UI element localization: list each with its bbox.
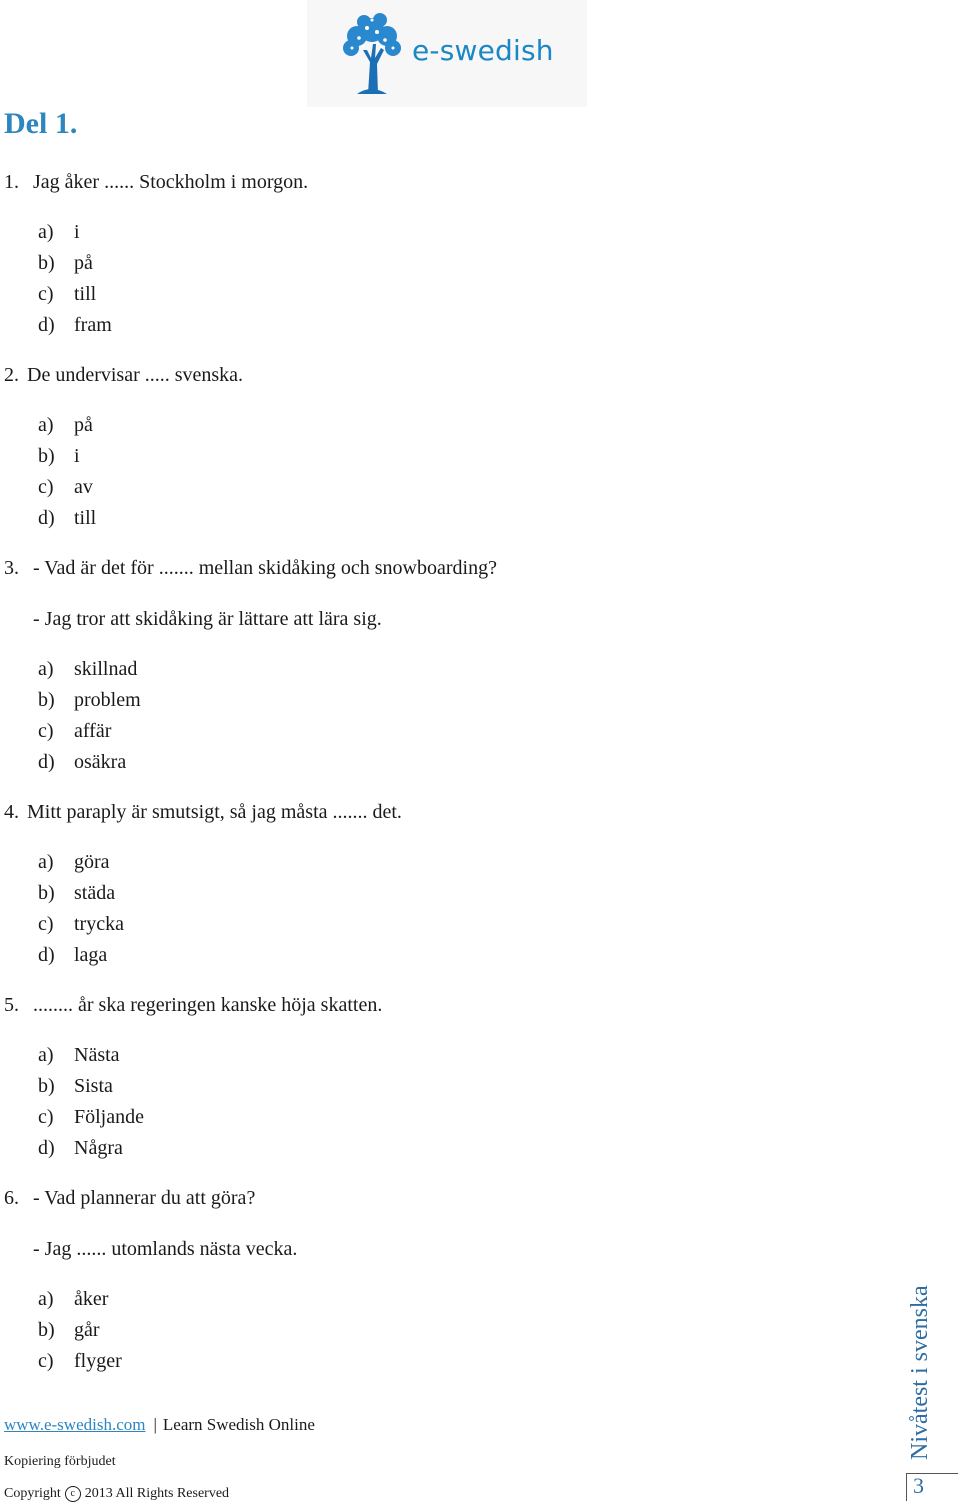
brand-name: e-swedish [412, 34, 554, 67]
question-text: ........ år ska regeringen kanske höja skatten. [33, 994, 383, 1016]
option-1c[interactable]: c) till [38, 283, 97, 305]
question-3-line-2: - Jag tror att skidåking är lättare att lära sig. [33, 608, 382, 630]
option-2b[interactable]: b) i [38, 445, 80, 467]
question-text: De undervisar ..... svenska. [27, 364, 244, 386]
question-number: 2. [4, 364, 19, 386]
copy-notice: Kopiering förbjudet [4, 1454, 116, 1469]
option-5b[interactable]: b) Sista [38, 1075, 113, 1097]
question-6 [4, 1187, 255, 1210]
question-text: - Vad plannerar du att göra? [33, 1187, 256, 1209]
option-2d[interactable]: d) till [38, 507, 97, 529]
footer-tagline: Learn Swedish Online [162, 1415, 315, 1434]
question-text: Jag åker ...... Stockholm i morgon. [33, 171, 309, 193]
section-title: Del 1. [4, 107, 78, 140]
tree-icon [337, 10, 407, 95]
question-3 [4, 557, 497, 580]
option-4c[interactable]: c) trycka [38, 913, 124, 935]
question-1 [4, 171, 308, 194]
option-2c[interactable]: c) av [38, 476, 93, 498]
question-4 [4, 801, 402, 824]
footer-links [4, 1415, 315, 1435]
option-5a[interactable]: a) Nästa [38, 1044, 120, 1066]
option-5c[interactable]: c) Följande [38, 1106, 144, 1128]
website-link[interactable]: www.e-swedish.com [4, 1415, 146, 1434]
question-number: 6. [4, 1187, 19, 1209]
question-5 [4, 994, 382, 1017]
option-3a[interactable]: a) skillnad [38, 658, 138, 680]
copyright-icon: c [65, 1486, 81, 1502]
page-number: 3 [913, 1473, 924, 1498]
question-text: - Vad är det för ....... mellan skidåking och snowboarding? [33, 557, 497, 579]
option-6b[interactable]: b) går [38, 1319, 100, 1341]
option-5d[interactable]: d) Några [38, 1137, 123, 1159]
logo [307, 0, 587, 107]
question-6-line-2: - Jag ...... utomlands nästa vecka. [33, 1238, 298, 1260]
option-4b[interactable]: b) städa [38, 882, 116, 904]
option-6a[interactable]: a) åker [38, 1288, 109, 1310]
question-number: 5. [4, 994, 19, 1016]
question-number: 4. [4, 801, 19, 823]
question-text: Mitt paraply är smutsigt, så jag måsta ....... det. [27, 801, 402, 823]
question-2 [4, 364, 243, 387]
option-6c[interactable]: c) flyger [38, 1350, 122, 1372]
question-number: 3. [4, 557, 19, 579]
question-number: 1. [4, 171, 19, 193]
option-1b[interactable]: b) på [38, 252, 93, 274]
option-1a[interactable]: a) i [38, 221, 80, 243]
option-3d[interactable]: d) osäkra [38, 751, 127, 773]
copyright: Copyright c 2013 All Rights Reserved [4, 1486, 230, 1502]
side-title: Nivåtest i svenska [907, 1285, 933, 1460]
option-4a[interactable]: a) göra [38, 851, 110, 873]
option-3c[interactable]: c) affär [38, 720, 112, 742]
footer-rule-vertical [906, 1473, 907, 1501]
option-1d[interactable]: d) fram [38, 314, 112, 336]
option-2a[interactable]: a) på [38, 414, 93, 436]
footer-divider: | [153, 1415, 157, 1434]
option-4d[interactable]: d) laga [38, 944, 108, 966]
option-3b[interactable]: b) problem [38, 689, 141, 711]
